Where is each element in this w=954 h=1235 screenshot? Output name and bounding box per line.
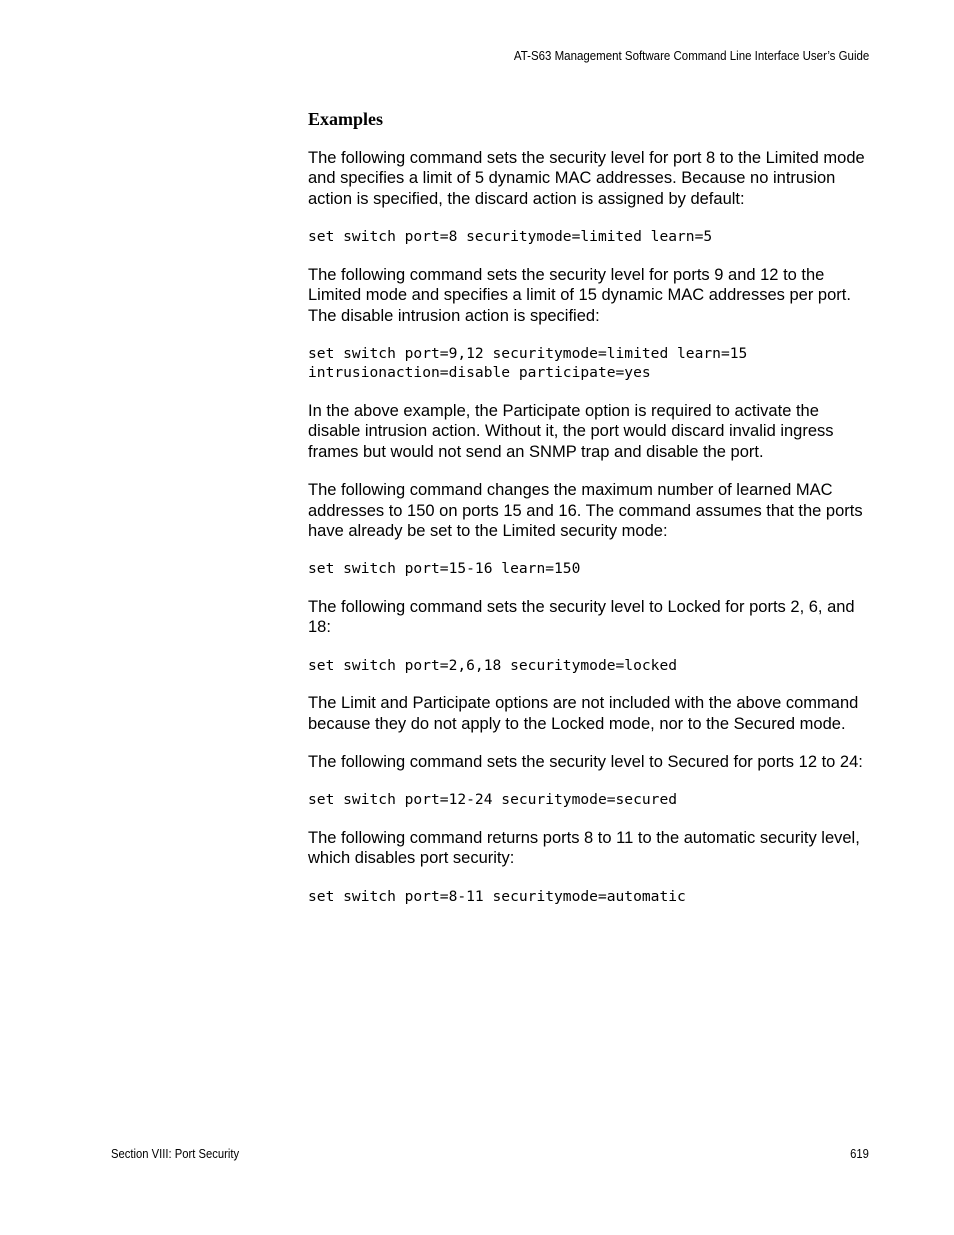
paragraph: The following command changes the maximum number of learned MAC addresses to 150 on ports 15 and 16. The command assumes that the ports have already be set to the Limited security mode: (308, 481, 863, 540)
paragraph: In the above example, the Participate option is required to activate the disable intrusion action. Without it, the port would discard invalid ingress frames but would not send an SNMP trap and disable the port. (308, 401, 834, 461)
command-example: set switch port=15-16 learn=150 (308, 560, 581, 578)
footer-section: Section VIII: Port Security (111, 1147, 240, 1161)
page-content (308, 107, 874, 924)
paragraph: The following command sets the security level for port 8 to the Limited mode and specifies a limit of 5 dynamic MAC addresses. Because no intrusion action is specified, the discard action is assigned by default: (308, 149, 865, 208)
paragraph: The following command sets the security level to Locked for ports 2, 6, and 18: (308, 597, 855, 637)
section-heading: Examples (308, 109, 384, 129)
command-example: set switch port=8 securitymode=limited learn=5 (308, 228, 713, 246)
command-example: set switch port=9,12 securitymode=limited learn=15 intrusionaction=disable participate=yes (308, 344, 748, 382)
running-header: AT-S63 Management Software Command Line Interface User’s Guide (513, 49, 869, 63)
paragraph: The Limit and Participate options are not included with the above command because they do not apply to the Locked mode, nor to the Secured mode. (308, 694, 859, 733)
command-example: set switch port=8-11 securitymode=automatic (308, 887, 686, 905)
paragraph: The following command returns ports 8 to 11 to the automatic security level, which disables port security: (308, 828, 860, 868)
paragraph: The following command sets the security level to Secured for ports 12 to 24: (308, 753, 863, 771)
command-example: set switch port=2,6,18 securitymode=locked (308, 656, 678, 674)
page-number: 619 (850, 1147, 869, 1161)
paragraph: The following command sets the security level for ports 9 and 12 to the Limited mode and specifies a limit of 15 dynamic MAC addresses per port. The disable intrusion action is specified: (308, 265, 851, 325)
command-example: set switch port=12-24 securitymode=secured (308, 791, 678, 809)
